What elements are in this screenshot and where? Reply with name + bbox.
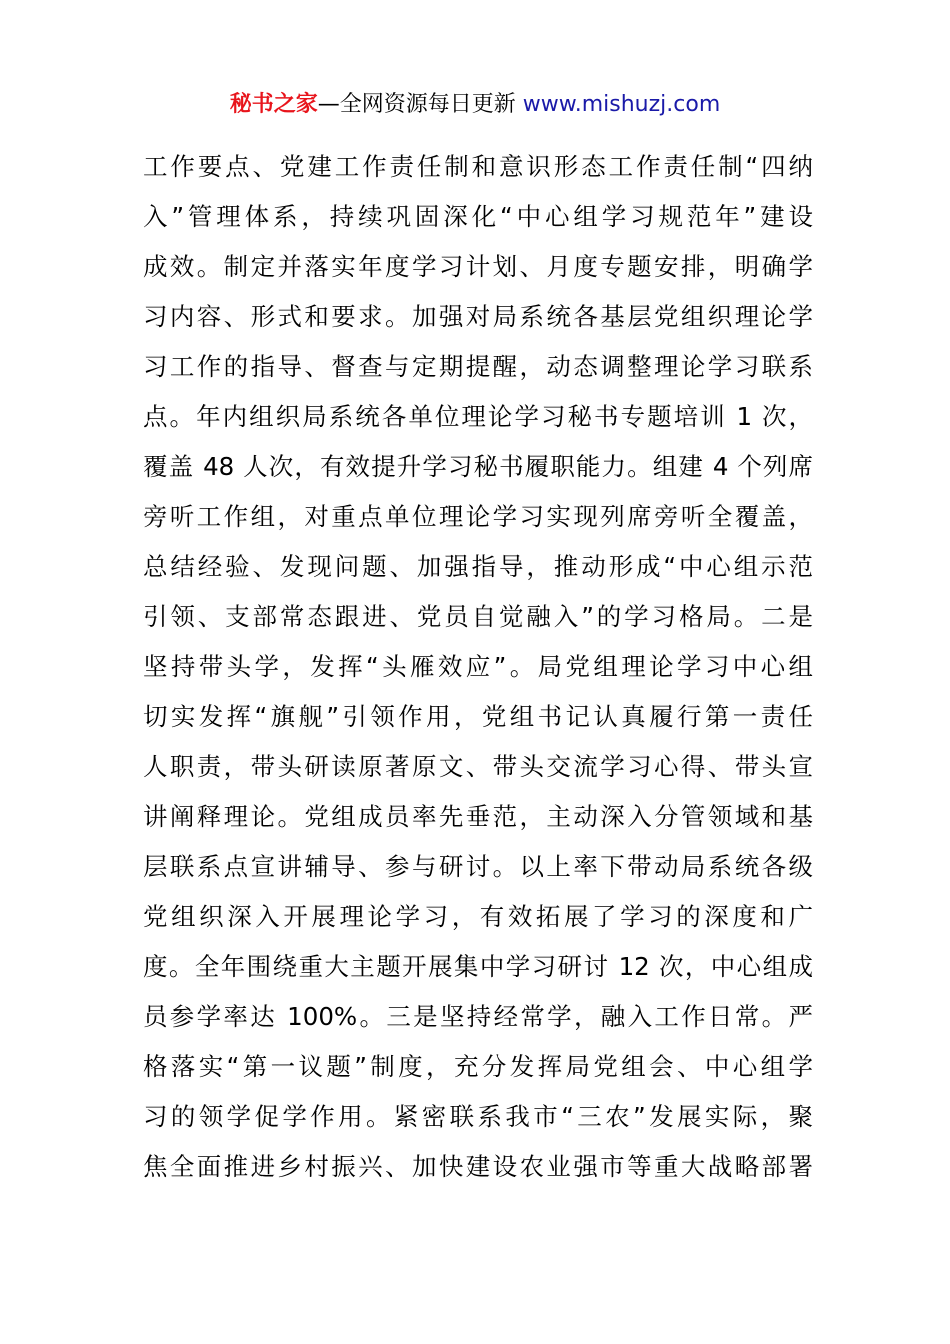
body-line-2: 入”管理体系，持续巩固深化“中心组学习规范年”建设 (143, 202, 813, 231)
body-line-6: 点。年内组织局系统各单位理论学习秘书专题培训 1 次， (143, 402, 813, 431)
body-line-18: 员参学率达 100%。三是坚持经常学，融入工作日常。严 (143, 1002, 813, 1031)
body-line-1: 工作要点、党建工作责任制和意识形态工作责任制“四纳 (143, 152, 813, 181)
body-line-16: 党组织深入开展理论学习，有效拓展了学习的深度和广 (143, 902, 813, 931)
body-line-21: 焦全面推进乡村振兴、加快建设农业强市等重大战略部署 (143, 1152, 813, 1181)
page-header (0, 88, 950, 122)
header-tagline: —全网资源每日更新 (317, 92, 523, 117)
body-line-10: 引领、支部常态跟进、党员自觉融入”的学习格局。二是 (143, 602, 813, 631)
body-line-12: 切实发挥“旗舰”引领作用，党组书记认真履行第一责任 (143, 702, 813, 731)
body-line-14: 讲阐释理论。党组成员率先垂范，主动深入分管领域和基 (143, 802, 813, 831)
body-line-8: 旁听工作组，对重点单位理论学习实现列席旁听全覆盖， (143, 502, 813, 531)
body-line-13: 人职责，带头研读原著原文、带头交流学习心得、带头宣 (143, 752, 813, 781)
body-line-20: 习的领学促学作用。紧密联系我市“三农”发展实际，聚 (143, 1102, 813, 1131)
body-line-4: 习内容、形式和要求。加强对局系统各基层党组织理论学 (143, 302, 813, 331)
body-line-15: 层联系点宣讲辅导、参与研讨。以上率下带动局系统各级 (143, 852, 813, 881)
site-url-link[interactable]: www.mishuzj.com (522, 92, 721, 117)
body-line-5: 习工作的指导、督查与定期提醒，动态调整理论学习联系 (143, 352, 813, 381)
document-body (143, 142, 813, 1192)
body-line-11: 坚持带头学，发挥“头雁效应”。局党组理论学习中心组 (143, 652, 813, 681)
body-line-3: 成效。制定并落实年度学习计划、月度专题安排，明确学 (143, 252, 813, 281)
body-line-19: 格落实“第一议题”制度，充分发挥局党组会、中心组学 (143, 1052, 813, 1081)
body-line-9: 总结经验、发现问题、加强指导，推动形成“中心组示范 (143, 552, 813, 581)
body-line-7: 覆盖 48 人次，有效提升学习秘书履职能力。组建 4 个列席 (143, 452, 813, 481)
body-line-17: 度。全年围绕重大主题开展集中学习研讨 12 次，中心组成 (143, 952, 813, 981)
brand-name: 秘书之家 (229, 92, 318, 117)
